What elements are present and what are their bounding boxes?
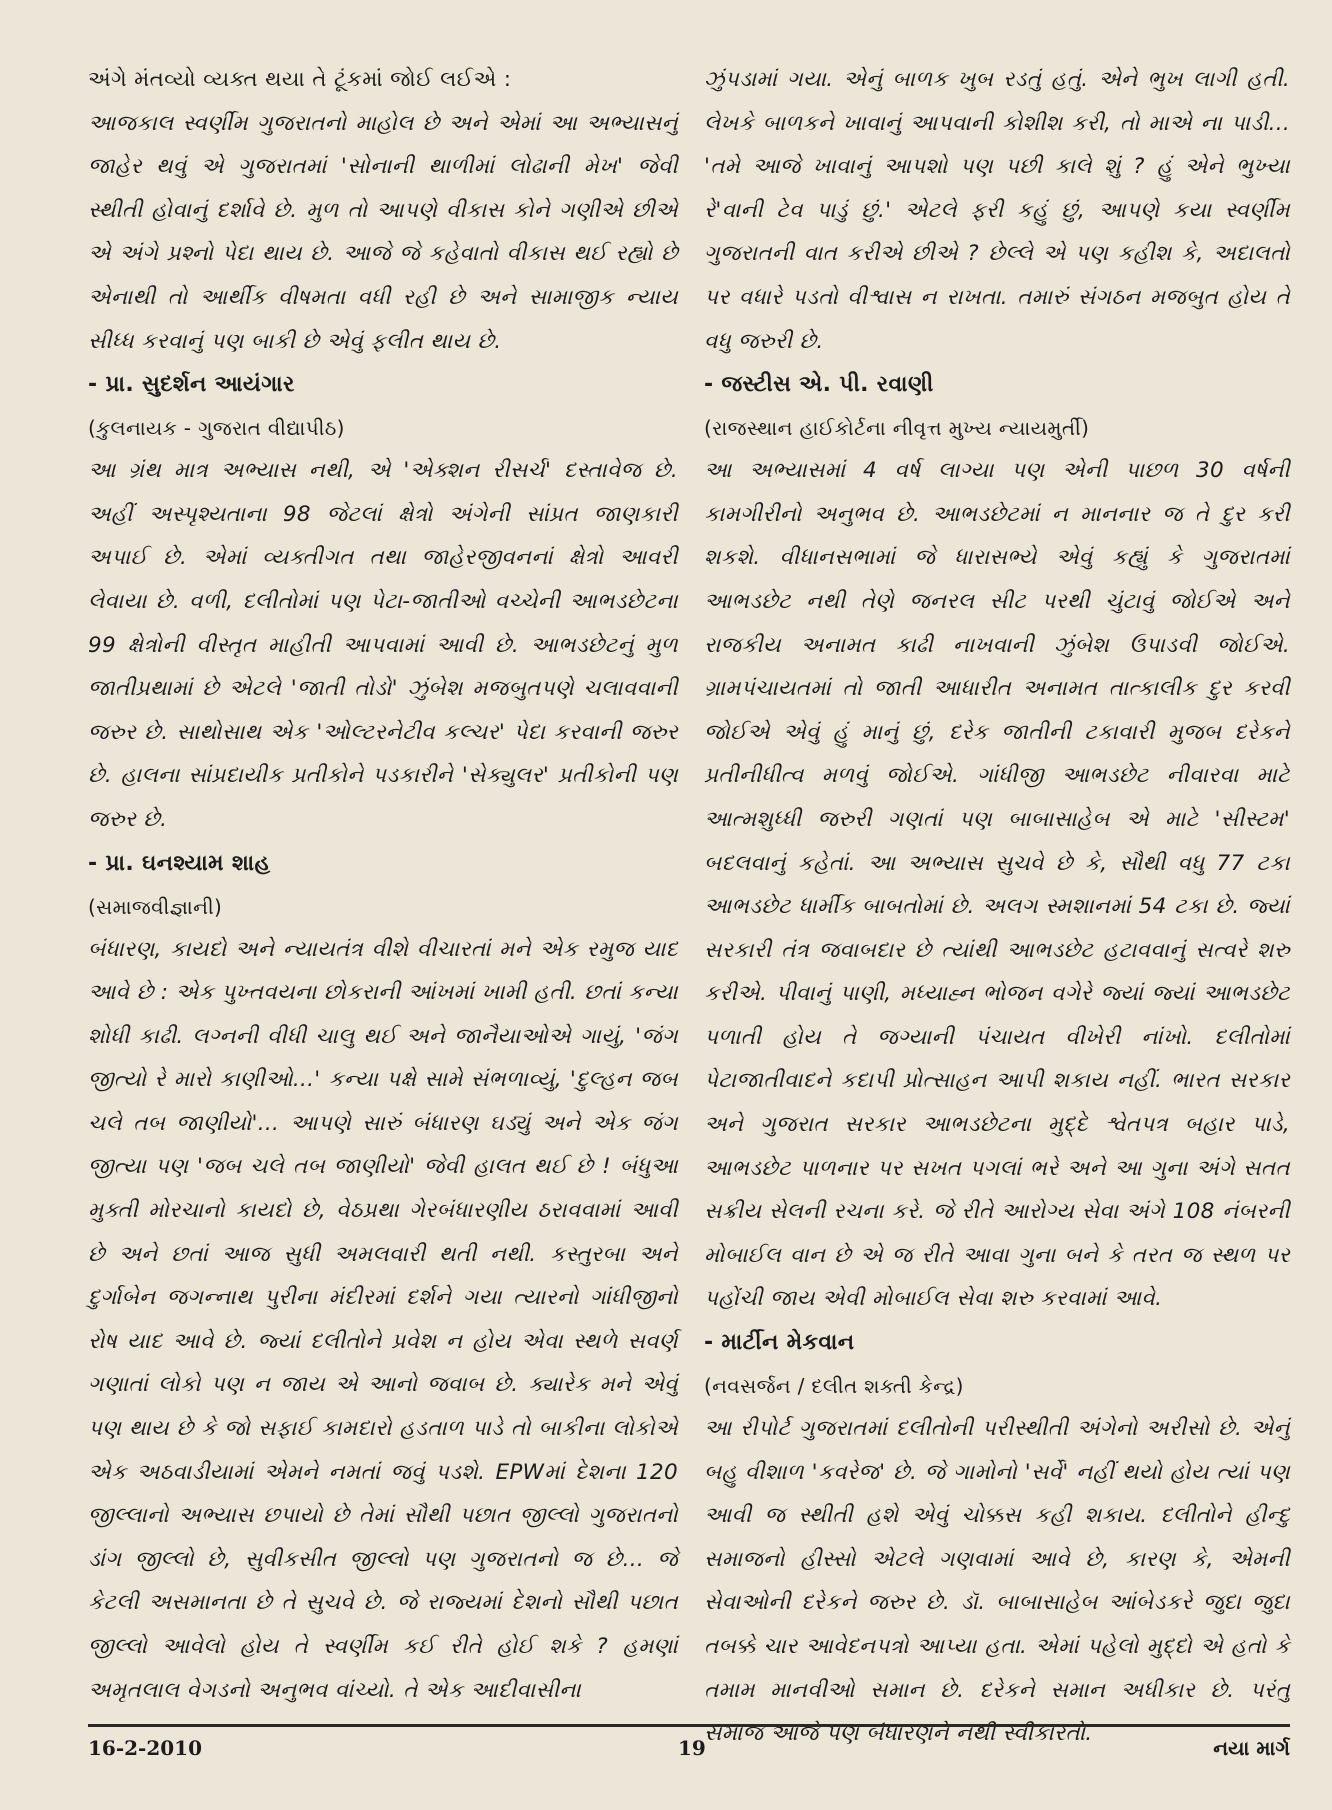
page-number: 19 <box>678 1736 706 1760</box>
opinion-text: આ રીપોર્ટ ગુજરાતમાં દલીતોની પરીસ્થીતી અંગેનો અરીસો છે. એનું બહુ વીશાળ 'કવરેજ' છે. જે ગામોનો 'સર્વે' નહીં થયો હોય ત્યાં પણ આવી જ સ્થીતી હશે એવું ચોક્કસ કહી શકાય. દલીતોને હીન્દુ સમાજનો હીસ્સો એટલે ગણવામાં આવે છે, કારણ કે, એમની સેવાઓની દરેકને જરુર છે. ડૉ. બાબાસાહેબ આંબેડકરે જુદા જુદા તબક્કે ચાર આવેદનપત્રો આપ્યા હતા. એમાં પહેલો મુદ્દો એ હતો કે તમામ માનવીઓ સમાન છે. દરેકને સમાન અધીકાર છે. પરંતુ સમાજ આજે પણ બંધારણને નથી સ્વીકારતો. <box>704 1416 1290 1747</box>
intro-line: અંગે મંતવ્યો વ્યક્ત થયા તે ટૂંકમાં જોઈ લઈએ : <box>88 67 512 92</box>
opinion-affiliation: (નવસર્જન / દલીત શક્તી કેન્દ્ર) <box>704 1374 964 1399</box>
opinion-affiliation: (રાજસ્થાન હાઈકોર્ટના નીવૃત્ત મુખ્ય ન્યાયમુર્તી) <box>704 416 1090 441</box>
opinion-text: આ ગ્રંથ માત્ર અભ્યાસ નથી, એ 'એક્શન રીસર્ચ' દસ્તાવેજ છે. અહીં અસ્પૃશ્યતાના 98 જેટલાં ક્ષેત્રો અંગેની સાંપ્રત જાણકારી અપાઈ છે. એમાં વ્યક્તીગત તથા જાહેરજીવનનાં ક્ષેત્રો આવરી લેવાયા છે. વળી, દલીતોમાં પણ પેટા-જાતીઓ વચ્ચેની આભડછેટના 99 ક્ષેત્રોની વીસ્તૃત માહીતી આપવામાં આવી છે. આભડછેટનું મુળ જાતીપ્રથામાં છે એટલે 'જાતી તોડો' ઝુંબેશ મજબુતપણે ચલાવવાની જરુર છે. સાથોસાથ એક 'ઓલ્ટરનેટીવ કલ્ચર' પેદા કરવાની જરુર છે. હાલના સાંપ્રદાયીક પ્રતીકોને પડકારીને 'સેક્યુલર' પ્રતીકોની પણ જરુર છે. <box>88 458 678 832</box>
opinion-text: ઝુંપડામાં ગયા. એનું બાળક ખુબ રડતું હતું. એને ભુખ લાગી હતી. લેખકે બાળકને ખાવાનું આપવાની કોશીશ કરી, તો માએ ના પાડી... 'તમે આજે ખાવાનું આપશો પણ પછી કાલે શું ? હું એને ભુખ્યા રે'વાની ટેવ પાડું છું.' એટલે ફરી કહું છું, આપણે કયા સ્વર્ણીમ ગુજરાતની વાત કરીએ છીએ ? છેલ્લે એ પણ કહીશ કે, અદાલતો પર વધારે પડતો વીશ્વાસ ન રાખતા. તમારું સંગઠન મજબુત હોય તે વધુ જરુરી છે. <box>704 67 1290 354</box>
opinion-affiliation: (કુલનાયક - ગુજરાત વીદ્યાપીઠ) <box>88 416 345 441</box>
opinion-signature: - જસ્ટીસ એ. પી. રવાણી <box>704 372 934 398</box>
opinion-text: બંધારણ, કાયદો અને ન્યાયતંત્ર વીશે વીચારતાં મને એક રમુજ યાદ આવે છે : એક પુખ્તવયના છોકરાની આંખમાં ખામી હતી. છતાં કન્યા શોધી કાઢી. લગ્નની વીધી ચાલુ થઈ અને જાનૈયાઓએ ગાયું, 'જંગ જીત્યો રે મારો કાણીઓ...' કન્યા પક્ષે સામે સંભળાવ્યું, 'દુલ્હન જબ ચલે તબ જાણીયો'... આપણે સારું બંધારણ ઘડ્યું અને એક જંગ જીત્યા પણ 'જબ ચલે તબ જાણીયો' જેવી હાલત થઈ છે ! બંધુઆ મુક્તી મોરચાનો કાયદો છે, વેઠપ્રથા ગેરબંધારણીય ઠરાવવામાં આવી છે અને છતાં આજ સુધી અમલવારી થતી નથી. કસ્તુરબા અને દુર્ગાબેન જગન્નાથ પુરીના મંદીરમાં દર્શને ગયા ત્યારનો ગાંધીજીનો રોષ યાદ આવે છે. જ્યાં દલીતોને પ્રવેશ ન હોય એવા સ્થળે સવર્ણ ગણાતાં લોકો પણ ન જાય એ આનો જવાબ છે. ક્યારેક મને એવું પણ થાય છે કે જો સફાઈ કામદારો હડતાળ પાડે તો બાકીના લોકોએ એક અઠવાડીયામાં એમને નમતાં જવું પડશે. EPWમાં દેશના 120 જીલ્લાનો અભ્યાસ છપાયો છે તેમાં સૌથી પછાત જીલ્લો ગુજરાતનો ડાંગ જીલ્લો છે, સુવીકસીત જીલ્લો પણ ગુજરાતનો જ છે... જે કેટલી અસમાનતા છે તે સુચવે છે. જે રાજ્યમાં દેશનો સૌથી પછાત જીલ્લો આવેલો હોય તે સ્વર્ણીમ કઈ રીતે હોઈ શકે ? હમણાં અમૃતલાલ વેગડનો અનુભવ વાંચ્યો. તે એક આદીવાસીના <box>88 936 678 1703</box>
magazine-name: નયા માર્ગ <box>1213 1736 1290 1760</box>
issue-date: 16-2-2010 <box>88 1736 203 1760</box>
opinion-signature: - માર્ટીન મેકવાન <box>704 1330 855 1356</box>
page-footer <box>88 1736 1290 1772</box>
opinion-affiliation: (સમાજવીજ્ઞાની) <box>88 894 223 919</box>
left-column <box>88 58 678 1712</box>
opinion-text: આ અભ્યાસમાં 4 વર્ષ લાગ્યા પણ એની પાછળ 30 વર્ષની કામગીરીનો અનુભવ છે. આભડછેટમાં ન માનનાર જ તે દુર કરી શકશે. વીધાનસભામાં જે ધારાસભ્યે એવું કહ્યું કે ગુજરાતમાં આભડછેટ નથી તેણે જનરલ સીટ પરથી ચુંટાવું જોઈએ અને રાજકીય અનામત કાઢી નાખવાની ઝુંબેશ ઉપાડવી જોઈએ. ગ્રામપંચાયતમાં તો જાતી આધારીત અનામત તાત્કાલીક દુર કરવી જોઈએ એવું હું માનું છું, દરેક જાતીની ટકાવારી મુજબ દરેકને પ્રતીનીધીત્વ મળવું જોઈએ. ગાંધીજી આભડછેટ નીવારવા માટે આત્મશુધ્ધી જરુરી ગણતાં પણ બાબાસાહેબ એ માટે 'સીસ્ટમ' બદલવાનું કહેતાં. આ અભ્યાસ સુચવે છે કે, સૌથી વધુ 77 ટકા આભડછેટ ધાર્મીક બાબતોમાં છે. અલગ સ્મશાનમાં 54 ટકા છે. જ્યાં સરકારી તંત્ર જવાબદાર છે ત્યાંથી આભડછેટ હટાવવાનું સત્વરે શરુ કરીએ. પીવાનું પાણી, મધ્યાહ્ન ભોજન વગેરે જ્યાં જ્યાં આભડછેટ પળાતી હોય તે જગ્યાની પંચાયત વીખેરી નાંખો. દલીતોમાં પેટાજાતીવાદને કદાપી પ્રોત્સાહન આપી શકાય નહીં. ભારત સરકાર અને ગુજરાત સરકાર આભડછેટના મુદ્દે શ્વેતપત્ર બહાર પાડે, આભડછેટ પાળનાર પર સખત પગલાં ભરે અને આ ગુના અંગે સતત સક્રીય સેલની રચના કરે. જે રીતે આરોગ્ય સેવા અંગે 108 નંબરની મોબાઈલ વાન છે એ જ રીતે આવા ગુના બને કે તરત જ સ્થળ પર પહોંચી જાય એવી મોબાઈલ સેવા શરુ કરવામાં આવે. <box>704 458 1290 1312</box>
right-column <box>704 58 1290 1756</box>
footer-rule <box>88 1724 1290 1727</box>
opinion-signature: - પ્રા. ઘનશ્યામ શાહ <box>88 850 271 876</box>
opinion-text: આજકાલ સ્વર્ણીમ ગુજરાતનો માહોલ છે અને એમાં આ અભ્યાસનું જાહેર થવું એ ગુજરાતમાં 'સોનાની થાળીમાં લોઢાની મેખ' જેવી સ્થીતી હોવાનું દર્શાવે છે. મુળ તો આપણે વીકાસ કોને ગણીએ છીએ એ અંગે પ્રશ્નો પેદા થાય છે. આજે જે કહેવાતો વીકાસ થઈ રહ્યો છે એનાથી તો આર્થીક વીષમતા વધી રહી છે અને સામાજીક ન્યાય સીધ્ધ કરવાનું પણ બાકી છે એવું ફલીત થાય છે. <box>88 110 678 354</box>
opinion-signature: - પ્રા. સુદર્શન આયંગાર <box>88 372 295 398</box>
